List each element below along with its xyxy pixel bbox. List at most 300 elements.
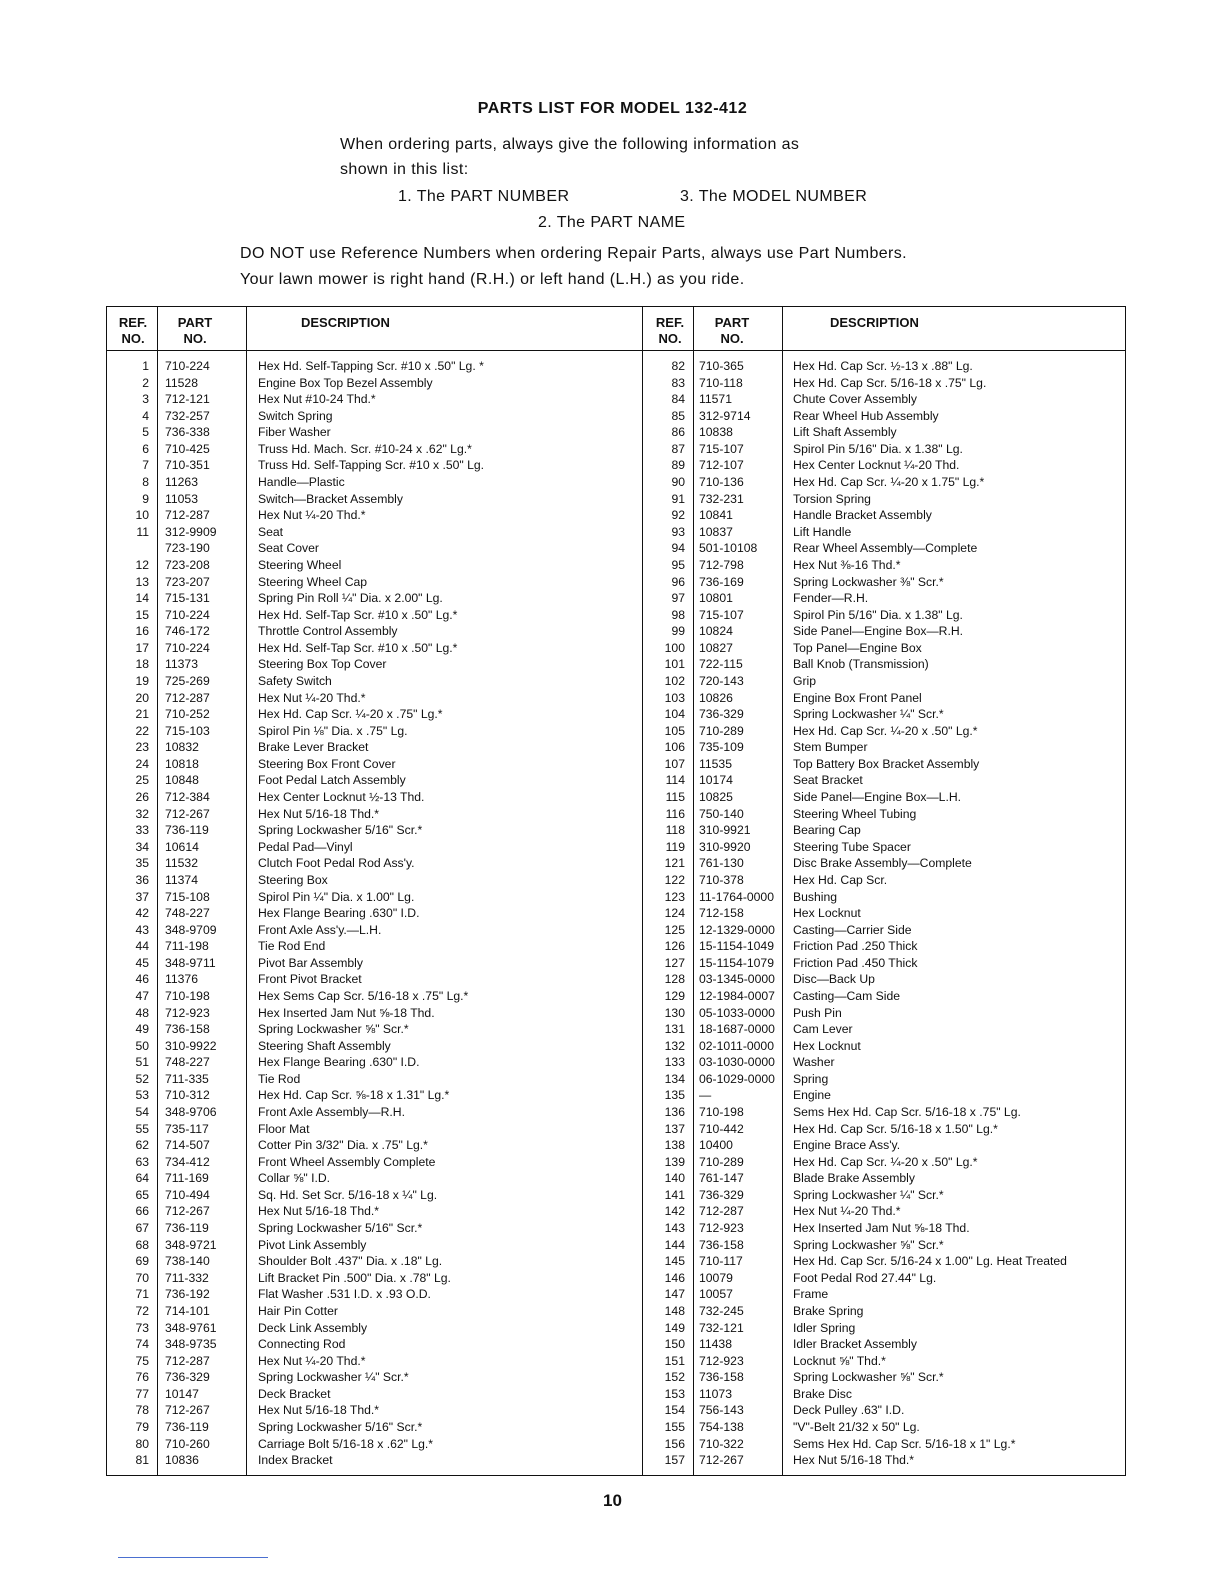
- table-cell: 130: [664, 1005, 685, 1020]
- table-cell: 714-101: [165, 1303, 210, 1318]
- table-cell: 712-267: [165, 1204, 210, 1219]
- table-cell: 748-227: [165, 906, 210, 921]
- table-cell: 348-9735: [165, 1337, 217, 1352]
- table-cell: Flat Washer .531 I.D. x .93 O.D.: [258, 1287, 431, 1302]
- table-cell: 80: [135, 1436, 149, 1451]
- table-cell: 9: [142, 491, 149, 506]
- table-cell: 155: [664, 1420, 685, 1434]
- table-cell: Hex Flange Bearing .630" I.D.: [258, 1055, 420, 1070]
- intro-item-3: 3. The MODEL NUMBER: [680, 188, 868, 205]
- table-cell: Hex Hd. Cap Scr. ¼-20 x .50" Lg.*: [793, 1154, 978, 1169]
- table-cell: 25: [135, 773, 149, 788]
- table-cell: 141: [664, 1187, 685, 1202]
- table-cell: 348-9721: [165, 1237, 217, 1252]
- table-cell: Hex Locknut: [793, 906, 861, 921]
- table-cell: Steering Wheel: [258, 557, 342, 572]
- table-cell: 86: [671, 425, 685, 440]
- table-cell: —: [699, 1088, 712, 1103]
- table-cell: Washer: [793, 1055, 835, 1070]
- table-cell: 66: [135, 1204, 149, 1219]
- table-cell: Hex Hd. Cap Scr. ¼-20 x .75" Lg.*: [258, 707, 443, 722]
- table-cell: 11376: [165, 972, 198, 987]
- table-cell: 35: [135, 856, 149, 871]
- table-cell: 11073: [699, 1386, 732, 1401]
- table-cell: 710-351: [165, 458, 210, 473]
- table-cell: 18-1687-0000: [699, 1022, 775, 1037]
- table-cell: Hex Locknut: [793, 1038, 861, 1053]
- table-cell: Torsion Spring: [793, 491, 871, 506]
- table-cell: 710-198: [165, 988, 210, 1003]
- table-cell: 119: [665, 839, 685, 854]
- table-cell: Brake Disc: [793, 1386, 852, 1401]
- table-cell: 15-1154-1079: [699, 955, 774, 970]
- table-cell: 761-147: [699, 1171, 744, 1186]
- table-cell: 114: [665, 773, 685, 788]
- table-cell: Spring Lockwasher ¼" Scr.*: [258, 1370, 409, 1385]
- table-cell: Frame: [793, 1287, 829, 1302]
- table-cell: 736-338: [165, 425, 210, 440]
- table-cell: Hex Nut ¼-20 Thd.*: [258, 690, 366, 705]
- table-cell: 310-9920: [699, 839, 751, 854]
- table-cell: Steering Tube Spacer: [793, 839, 911, 854]
- intro-note-2: Your lawn mower is right hand (R.H.) or left hand (L.H.) as you ride.: [240, 271, 745, 288]
- table-cell: Spring Lockwasher ¼" Scr.*: [793, 707, 944, 722]
- table-cell: 10400: [699, 1138, 733, 1153]
- table-cell: 03-1030-0000: [699, 1055, 775, 1070]
- table-cell: 70: [135, 1270, 149, 1285]
- table-cell: Steering Wheel Cap: [258, 574, 368, 589]
- table-cell: 131: [664, 1022, 685, 1037]
- table-cell: Spring Lockwasher ⅝" Scr.*: [793, 1237, 944, 1252]
- table-cell: 37: [135, 889, 149, 904]
- table-cell: 10079: [699, 1270, 733, 1285]
- table-cell: 12: [135, 557, 149, 572]
- table-cell: 81: [135, 1453, 149, 1468]
- table-cell: Disc Brake Assembly—Complete: [793, 856, 972, 871]
- table-cell: 715-107: [699, 607, 744, 622]
- table-cell: Top Battery Box Bracket Assembly: [793, 756, 980, 771]
- table-cell: 92: [671, 508, 685, 523]
- table-cell: Hex Hd. Cap Scr. 5/16-24 x 1.00" Lg. Heat Treated: [793, 1254, 1067, 1269]
- table-cell: Spirol Pin 5/16" Dia. x 1.38" Lg.: [793, 441, 963, 456]
- table-cell: 715-103: [165, 723, 210, 738]
- table-cell: 137: [664, 1121, 685, 1136]
- table-cell: 17: [135, 640, 149, 655]
- table-cell: 154: [664, 1403, 685, 1418]
- table-cell: 712-287: [699, 1204, 744, 1219]
- table-cell: Steering Box Top Cover: [258, 657, 387, 672]
- table-cell: 750-140: [699, 806, 744, 821]
- table-cell: 710-289: [699, 1154, 744, 1169]
- table-cell: 126: [664, 939, 685, 954]
- table-cell: 748-227: [165, 1055, 210, 1070]
- table-cell: 715-131: [165, 591, 210, 606]
- table-cell: Spring Lockwasher ¼" Scr.*: [793, 1187, 944, 1202]
- table-cell: 312-9714: [699, 408, 751, 423]
- table-cell: 736-169: [699, 574, 744, 589]
- table-cell: Sems Hex Hd. Cap Scr. 5/16-18 x .75" Lg.: [793, 1105, 1021, 1120]
- table-cell: 93: [671, 524, 685, 539]
- table-cell: 712-798: [699, 557, 744, 572]
- table-cell: Hex Hd. Self-Tapping Scr. #10 x .50" Lg. *: [258, 359, 484, 373]
- left-description-column: [258, 358, 484, 1469]
- table-cell: 710-117: [699, 1254, 743, 1269]
- table-cell: 10838: [699, 425, 733, 440]
- table-cell: 116: [665, 806, 685, 821]
- table-cell: 82: [671, 359, 685, 373]
- table-cell: 348-9761: [165, 1320, 217, 1335]
- table-cell: Deck Bracket: [258, 1386, 331, 1401]
- table-cell: 734-412: [165, 1154, 210, 1169]
- table-cell: Spirol Pin ¼" Dia. x 1.00" Lg.: [258, 889, 415, 904]
- table-cell: 10147: [165, 1386, 199, 1401]
- table-cell: 11: [136, 524, 149, 539]
- table-cell: Index Bracket: [258, 1453, 333, 1468]
- table-cell: Spring Lockwasher 5/16" Scr.*: [258, 1221, 423, 1236]
- table-cell: "V"-Belt 21/32 x 50" Lg.: [793, 1420, 920, 1434]
- table-cell: 20: [135, 690, 149, 705]
- table-cell: Engine Box Top Bezel Assembly: [258, 375, 433, 390]
- table-cell: Hex Nut ¼-20 Thd.*: [793, 1204, 901, 1219]
- table-cell: 710-442: [699, 1121, 744, 1136]
- table-cell: 710-252: [165, 707, 210, 722]
- table-cell: Top Panel—Engine Box: [793, 640, 922, 655]
- table-cell: Spirol Pin ⅛" Dia. x .75" Lg.: [258, 723, 408, 738]
- table-cell: 53: [135, 1088, 149, 1103]
- table-cell: 77: [135, 1386, 149, 1401]
- intro-line-1: When ordering parts, always give the following information as: [340, 136, 800, 153]
- table-cell: 710-224: [165, 640, 210, 655]
- table-cell: 46: [135, 972, 149, 987]
- table-cell: Casting—Carrier Side: [793, 922, 912, 937]
- table-cell: 11263: [165, 475, 198, 490]
- table-cell: 10174: [699, 773, 733, 788]
- table-cell: Brake Lever Bracket: [258, 740, 369, 755]
- table-cell: 736-119: [165, 1221, 209, 1236]
- table-cell: 52: [135, 1071, 149, 1086]
- table-cell: 712-158: [699, 906, 744, 921]
- table-cell: 710-494: [165, 1187, 210, 1202]
- table-cell: 127: [664, 955, 685, 970]
- table-cell: 712-287: [165, 690, 210, 705]
- table-cell: 6: [142, 441, 149, 456]
- table-cell: 125: [664, 922, 685, 937]
- right-description-column: [793, 358, 1067, 1469]
- table-cell: 736-158: [699, 1370, 744, 1385]
- table-cell: Floor Mat: [258, 1121, 310, 1136]
- table-cell: 712-267: [165, 1403, 210, 1418]
- table-cell: 10825: [699, 790, 733, 805]
- table-cell: Sems Hex Hd. Cap Scr. 5/16-18 x 1" Lg.*: [793, 1436, 1016, 1451]
- table-cell: Lift Handle: [793, 524, 852, 539]
- table-cell: 87: [671, 441, 685, 456]
- table-cell: 715-107: [699, 441, 744, 456]
- table-cell: 761-130: [699, 856, 744, 871]
- table-cell: 104: [664, 707, 685, 722]
- table-cell: 723-208: [165, 557, 210, 572]
- table-cell: 24: [135, 756, 149, 771]
- table-cell: 738-140: [165, 1254, 210, 1269]
- table-cell: Hex Sems Cap Scr. 5/16-18 x .75" Lg.*: [258, 988, 469, 1003]
- table-cell: 712-121: [165, 392, 210, 407]
- table-cell: 50: [135, 1038, 149, 1053]
- table-cell: 49: [135, 1022, 149, 1037]
- header-description: DESCRIPTION: [301, 315, 390, 330]
- divider: [642, 307, 643, 1475]
- table-cell: 712-287: [165, 508, 210, 523]
- table-cell: Spring Lockwasher ⅜" Scr.*: [793, 574, 944, 589]
- table-cell: 10827: [699, 640, 733, 655]
- table-cell: 11-1764-0000: [699, 889, 774, 904]
- table-cell: 06-1029-0000: [699, 1071, 775, 1086]
- table-cell: 74: [135, 1337, 149, 1352]
- table-cell: Spirol Pin 5/16" Dia. x 1.38" Lg.: [793, 607, 963, 622]
- table-cell: 10818: [165, 756, 199, 771]
- table-cell: Deck Pulley .63" I.D.: [793, 1403, 905, 1418]
- table-cell: 48: [135, 1005, 149, 1020]
- table-cell: Grip: [793, 673, 817, 688]
- table-cell: 136: [664, 1105, 685, 1120]
- table-cell: 710-118: [699, 375, 743, 390]
- divider: [782, 307, 783, 1475]
- table-cell: Brake Spring: [793, 1303, 864, 1318]
- table-cell: Fender—R.H.: [793, 591, 869, 606]
- table-cell: Hex Center Locknut ¼-20 Thd.: [793, 458, 960, 473]
- table-cell: 69: [135, 1254, 149, 1269]
- table-cell: 34: [135, 839, 149, 854]
- table-cell: 42: [135, 906, 149, 921]
- table-cell: 11528: [165, 375, 198, 390]
- table-cell: 310-9921: [699, 823, 751, 838]
- table-cell: 156: [664, 1436, 685, 1451]
- table-cell: 348-9706: [165, 1105, 217, 1120]
- table-cell: Connecting Rod: [258, 1337, 346, 1352]
- table-cell: 152: [664, 1370, 685, 1385]
- table-cell: 150: [664, 1337, 685, 1352]
- table-cell: 47: [135, 988, 149, 1003]
- table-cell: Hex Hd. Cap Scr. ½-13 x .88" Lg.: [793, 359, 973, 373]
- header-part-right: PART NO.: [714, 315, 750, 346]
- table-cell: 32: [135, 806, 149, 821]
- intro-item-2: 2. The PART NAME: [538, 214, 686, 231]
- table-cell: Hex Nut 5/16-18 Thd.*: [258, 1204, 380, 1219]
- header-description-right: DESCRIPTION: [830, 315, 919, 330]
- table-cell: 3: [142, 392, 149, 407]
- table-cell: Hex Nut 5/16-18 Thd.*: [258, 806, 380, 821]
- table-cell: 142: [664, 1204, 685, 1219]
- table-cell: 97: [671, 591, 685, 606]
- table-cell: 712-107: [699, 458, 744, 473]
- table-cell: Hex Hd. Self-Tap Scr. #10 x .50" Lg.*: [258, 607, 458, 622]
- table-cell: 710-136: [699, 475, 744, 490]
- table-cell: 23: [135, 740, 149, 755]
- table-cell: 710-378: [699, 872, 744, 887]
- table-cell: 100: [664, 640, 685, 655]
- table-cell: 10614: [165, 839, 199, 854]
- table-cell: Seat: [258, 524, 284, 539]
- left-part-column: [165, 358, 217, 1469]
- table-cell: 4: [142, 408, 149, 423]
- table-cell: 710-289: [699, 723, 744, 738]
- table-cell: 10824: [699, 624, 733, 639]
- left-ref-column: [115, 358, 149, 1469]
- header-divider: [107, 350, 1125, 351]
- table-cell: 106: [664, 740, 685, 755]
- table-cell: 45: [135, 955, 149, 970]
- table-cell: [115, 540, 149, 557]
- table-cell: 33: [135, 823, 149, 838]
- table-cell: 13: [135, 574, 149, 589]
- table-cell: 711-335: [165, 1071, 209, 1086]
- intro-line-2: shown in this list:: [340, 161, 469, 178]
- table-cell: Hex Center Locknut ½-13 Thd.: [258, 790, 425, 805]
- right-part-column: [699, 358, 775, 1469]
- table-cell: 85: [671, 408, 685, 423]
- table-cell: 312-9909: [165, 524, 217, 539]
- table-cell: 91: [671, 491, 685, 506]
- table-cell: 11532: [165, 856, 198, 871]
- table-cell: 62: [135, 1138, 149, 1153]
- table-cell: 712-923: [699, 1353, 744, 1368]
- table-cell: Deck Link Assembly: [258, 1320, 368, 1335]
- table-cell: 736-119: [165, 823, 209, 838]
- table-cell: 746-172: [165, 624, 210, 639]
- table-cell: 67: [135, 1221, 149, 1236]
- table-cell: Hex Hd. Cap Scr. ⅝-18 x 1.31" Lg.*: [258, 1088, 450, 1103]
- table-cell: 10057: [699, 1287, 733, 1302]
- table-cell: Hex Hd. Cap Scr.: [793, 872, 888, 887]
- table-cell: 148: [664, 1303, 685, 1318]
- table-cell: Handle—Plastic: [258, 475, 345, 490]
- table-cell: Lift Bracket Pin .500" Dia. x .78" Lg.: [258, 1270, 451, 1285]
- right-ref-column: [651, 358, 685, 1469]
- page-title: PARTS LIST FOR MODEL 132-412: [477, 100, 748, 117]
- table-cell: 144: [664, 1237, 685, 1252]
- table-cell: Cam Lever: [793, 1022, 853, 1037]
- table-cell: Spring Lockwasher 5/16" Scr.*: [258, 823, 423, 838]
- table-cell: 103: [664, 690, 685, 705]
- table-cell: 151: [664, 1353, 685, 1368]
- table-cell: 73: [135, 1320, 149, 1335]
- table-cell: 736-192: [165, 1287, 210, 1302]
- table-cell: Front Axle Assembly—R.H.: [258, 1105, 405, 1120]
- intro-item-1: 1. The PART NUMBER: [398, 188, 570, 205]
- table-cell: Pivot Bar Assembly: [258, 955, 363, 970]
- table-cell: 84: [671, 392, 685, 407]
- table-cell: 145: [664, 1254, 685, 1269]
- table-cell: 02-1011-0000: [699, 1038, 774, 1053]
- table-cell: 105: [664, 723, 685, 738]
- table-cell: 710-425: [165, 441, 210, 456]
- table-cell: 21: [135, 707, 149, 722]
- table-cell: 715-108: [165, 889, 210, 904]
- table-cell: 123: [664, 889, 685, 904]
- table-cell: 153: [664, 1386, 685, 1401]
- table-cell: Safety Switch: [258, 673, 332, 688]
- table-cell: 146: [664, 1270, 685, 1285]
- table-cell: 712-267: [165, 806, 210, 821]
- table-cell: Handle Bracket Assembly: [793, 508, 932, 523]
- table-cell: Friction Pad .250 Thick: [793, 939, 918, 954]
- table-cell: 735-117: [165, 1121, 209, 1136]
- table-cell: 147: [664, 1287, 685, 1302]
- table-cell: 16: [135, 624, 149, 639]
- table-cell: 712-923: [699, 1221, 744, 1236]
- table-cell: 12-1984-0007: [699, 988, 775, 1003]
- table-cell: 95: [671, 557, 685, 572]
- table-cell: 157: [664, 1453, 685, 1468]
- table-cell: 10841: [699, 508, 733, 523]
- intro-note-1: DO NOT use Reference Numbers when ordering Repair Parts, always use Part Numbers.: [240, 245, 908, 262]
- table-cell: 10848: [165, 773, 199, 788]
- table-cell: Bearing Cap: [793, 823, 861, 838]
- table-cell: 135: [664, 1088, 685, 1103]
- table-cell: 725-269: [165, 673, 210, 688]
- table-cell: Hex Nut ¼-20 Thd.*: [258, 1353, 366, 1368]
- table-cell: 149: [664, 1320, 685, 1335]
- table-cell: Cotter Pin 3/32" Dia. x .75" Lg.*: [258, 1138, 428, 1153]
- table-cell: 51: [135, 1055, 149, 1070]
- table-cell: Friction Pad .450 Thick: [793, 955, 918, 970]
- table-cell: 43: [135, 922, 149, 937]
- table-cell: 19: [135, 673, 149, 688]
- table-cell: 133: [664, 1055, 685, 1070]
- table-cell: 134: [664, 1071, 685, 1086]
- table-cell: 732-245: [699, 1303, 744, 1318]
- table-cell: 736-329: [699, 707, 744, 722]
- table-cell: Collar ⅝" I.D.: [258, 1171, 331, 1186]
- table-cell: Hex Nut ¼-20 Thd.*: [258, 508, 366, 523]
- table-cell: 101: [664, 657, 685, 672]
- table-cell: 102: [664, 673, 685, 688]
- table-cell: Pivot Link Assembly: [258, 1237, 367, 1252]
- table-cell: Fiber Washer: [258, 425, 331, 440]
- table-cell: 71: [135, 1287, 149, 1302]
- table-cell: 11374: [165, 872, 198, 887]
- table-cell: Spring: [793, 1071, 829, 1086]
- table-cell: Shoulder Bolt .437" Dia. x .18" Lg.: [258, 1254, 443, 1269]
- table-cell: 712-923: [165, 1005, 210, 1020]
- table-cell: 94: [671, 541, 685, 556]
- table-cell: 712-267: [699, 1453, 744, 1468]
- table-cell: 10826: [699, 690, 733, 705]
- table-cell: 710-365: [699, 359, 744, 373]
- table-cell: 710-260: [165, 1436, 210, 1451]
- table-cell: 310-9922: [165, 1038, 217, 1053]
- table-cell: 14: [135, 591, 149, 606]
- table-cell: 2: [142, 375, 149, 390]
- table-cell: 711-169: [165, 1171, 209, 1186]
- header-ref: REF. NO.: [118, 315, 148, 346]
- table-cell: Foot Pedal Latch Assembly: [258, 773, 406, 788]
- table-cell: Seat Cover: [258, 541, 319, 556]
- table-cell: 1: [142, 359, 149, 373]
- table-cell: 710-312: [165, 1088, 210, 1103]
- table-cell: Hex Inserted Jam Nut ⅝-18 Thd.: [793, 1221, 970, 1236]
- header-ref-right: REF. NO.: [655, 315, 685, 346]
- divider: [157, 307, 158, 1475]
- table-cell: Lift Shaft Assembly: [793, 425, 897, 440]
- table-cell: Rear Wheel Hub Assembly: [793, 408, 939, 423]
- table-cell: Spring Pin Roll ¼" Dia. x 2.00" Lg.: [258, 591, 443, 606]
- table-cell: 7: [142, 458, 149, 473]
- table-cell: 68: [135, 1237, 149, 1252]
- table-cell: 11438: [699, 1337, 732, 1352]
- table-cell: 03-1345-0000: [699, 972, 775, 987]
- table-cell: 710-322: [699, 1436, 744, 1451]
- table-cell: Engine: [793, 1088, 831, 1103]
- table-cell: 44: [135, 939, 149, 954]
